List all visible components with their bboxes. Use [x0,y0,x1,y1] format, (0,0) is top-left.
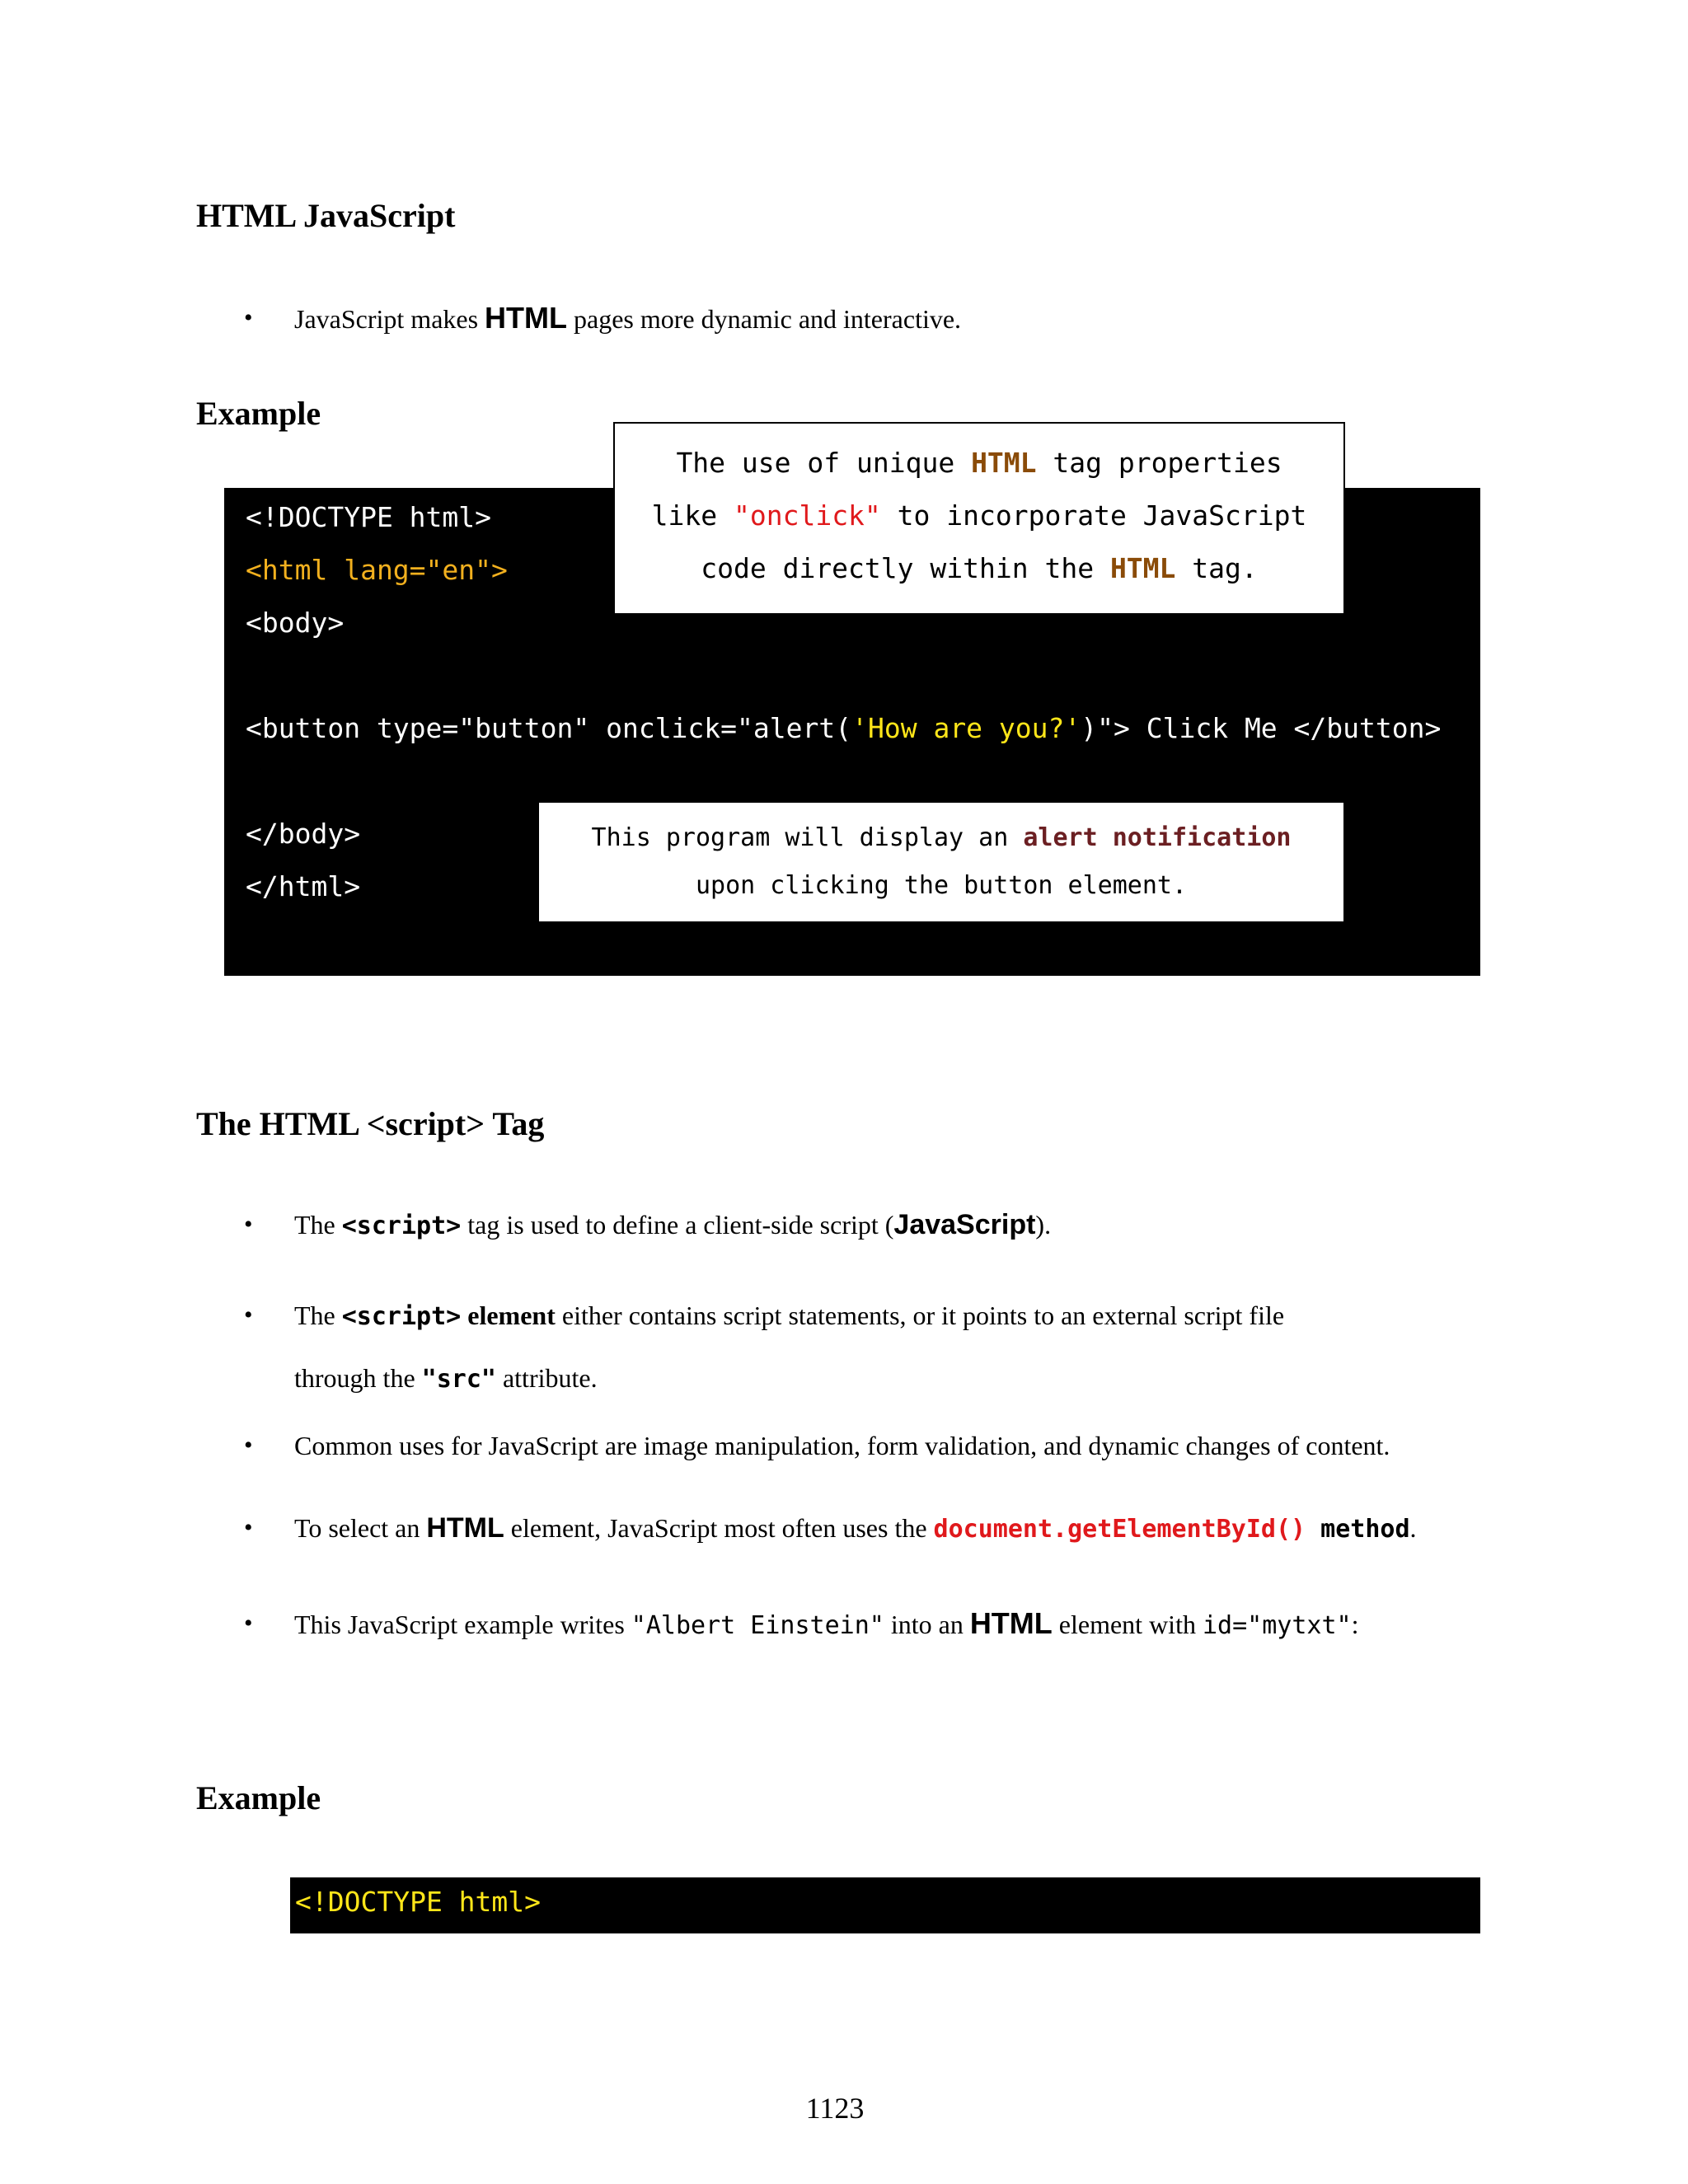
page-number: 1123 [805,2092,865,2125]
bullet-icon: • [244,304,253,331]
section-title-html-javascript: HTML JavaScript [196,197,456,234]
code-string: 'How are you?' [851,712,1081,744]
callout-line: like "onclick" to incorporate JavaScript [651,499,1307,532]
bullet-text [294,302,961,335]
bullet-text: The <script> tag is used to define a client-side script (JavaScript). [294,1209,1052,1240]
code-line: <body> [246,607,345,639]
text: pages more dynamic and interactive. [567,304,962,334]
html-keyword: HTML [485,301,568,335]
javascript-keyword: JavaScript [893,1209,1036,1240]
bullet-icon: • [244,1301,253,1329]
bullet-text: To select an HTML element, JavaScript most often uses the document.getElementById() method. [294,1512,1417,1544]
callout-line: The use of unique HTML tag properties [676,447,1282,479]
src-keyword: "src" [421,1365,496,1394]
callout-line: upon clicking the button element. [695,871,1188,900]
method-word: method [1306,1515,1410,1544]
bullet-text: This JavaScript example writes "Albert Einstein" into an HTML element with id="mytxt": [294,1606,1359,1640]
bullet-text-continued: through the "src" attribute. [294,1363,598,1394]
script-tag-keyword: <script> [341,1302,462,1331]
section-title-script-tag: The HTML <script> Tag [196,1105,545,1142]
bullet-text: Common uses for JavaScript are image manipulation, form validation, and dynamic changes of content. [294,1431,1390,1460]
code-text: <button type="button" onclick="alert( [246,712,852,744]
id-attribute: id="mytxt" [1202,1611,1352,1640]
callout-box [613,422,1345,615]
html-keyword: HTML [1109,552,1176,584]
bullet-icon: • [244,1514,253,1541]
bullet-icon: • [244,1610,253,1637]
method-keyword: document.getElementById() [933,1515,1306,1544]
callout-line: code directly within the HTML tag. [701,552,1258,584]
alert-keyword: alert notification [1023,823,1292,852]
callout-box [537,801,1345,923]
bullet-icon: • [244,1211,253,1238]
script-tag-keyword: <script> [341,1212,462,1240]
callout-line: This program will display an alert notification [591,823,1292,852]
example-label: Example [196,1779,321,1816]
quoted-string: "Albert Einstein" [631,1611,884,1640]
html-keyword: HTML [426,1512,504,1544]
code-line: </html> [246,870,361,902]
bullet-icon: • [244,1432,253,1459]
code-line: <!DOCTYPE html> [246,501,492,533]
bullet-text: The <script> element either contains script statements, or it points to an external script file [294,1301,1285,1331]
example-label: Example [196,395,321,432]
text: JavaScript makes [294,304,485,334]
html-keyword: HTML [969,1606,1053,1640]
code-line: <html lang="en"> [246,554,508,586]
code-text: )"> Click Me </button> [1081,712,1442,744]
code-line: </body> [246,818,361,850]
onclick-keyword: "onclick" [733,499,881,532]
code-line [246,712,1441,745]
html-keyword: HTML [971,447,1037,479]
element-keyword: element [461,1301,556,1330]
code-line: <!DOCTYPE html> [295,1886,542,1918]
